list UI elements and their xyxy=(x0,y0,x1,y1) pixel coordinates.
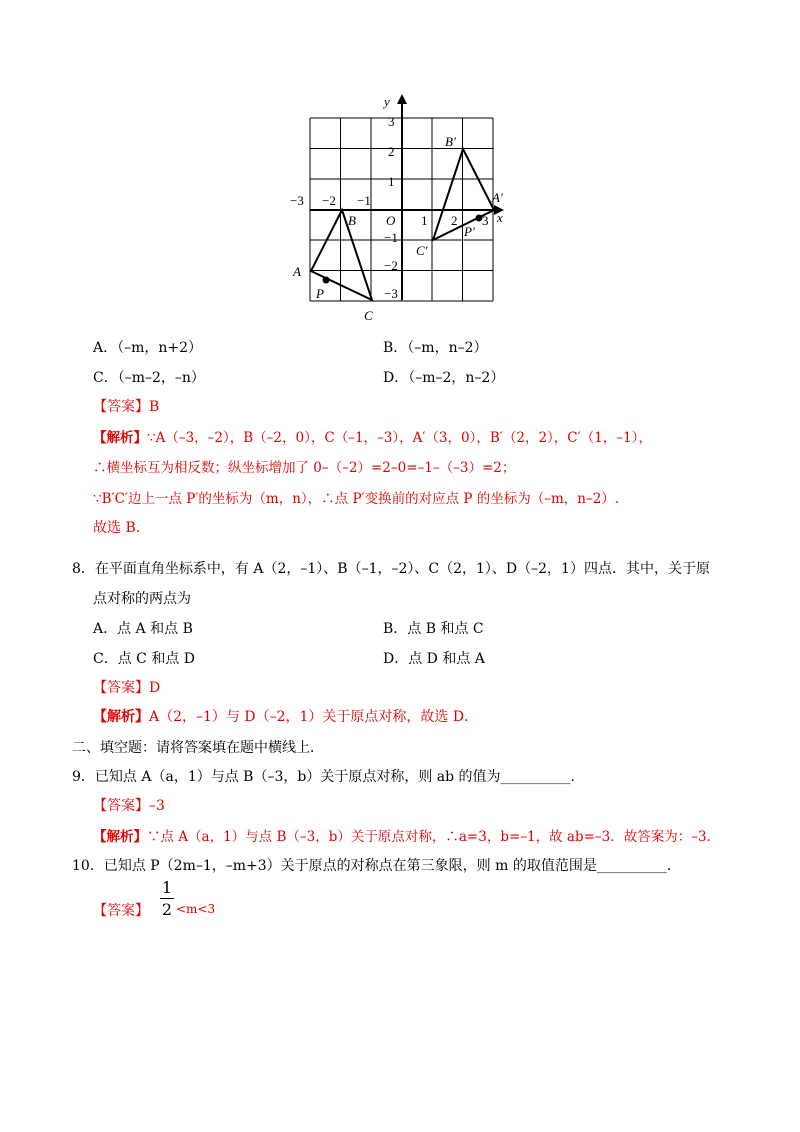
q7-analysis-text1: ∵A（–3，–2），B（–2，0），C（–1，–3），A′（3，0），B′（2，2），C′（1，–1）， xyxy=(147,430,652,446)
tick-x-neg3: −3 xyxy=(290,193,304,208)
tick-x-1: 1 xyxy=(421,213,428,228)
q10-fraction-numerator: 1 xyxy=(161,878,173,897)
q9-answer-label: 【答案】 xyxy=(93,798,149,814)
tick-y-neg1: −1 xyxy=(384,230,398,245)
q7-option-c: C．（–m–2，–n） xyxy=(93,370,205,386)
tick-y-neg3: −3 xyxy=(384,286,398,301)
y-axis-arrow xyxy=(397,94,407,104)
axis-x-label: x xyxy=(497,210,503,225)
q8-option-b: B．点 B 和点 C xyxy=(383,621,484,637)
q8-stem-line1: 8．在平面直角坐标系中，有 A（2，–1）、B（–1，–2）、C（2，1）、D（–2，1）四点．其中，关于原 xyxy=(72,561,710,577)
point-b-prime-label: B′ xyxy=(445,134,456,149)
q8-answer-value: D xyxy=(149,680,161,696)
point-p-label: P xyxy=(316,286,324,301)
tick-x-neg2: −2 xyxy=(322,193,336,208)
tick-y-neg2: −2 xyxy=(384,258,398,273)
coordinate-figure xyxy=(280,92,520,327)
q7-option-a: A．（–m，n+2） xyxy=(93,340,203,356)
q7-answer xyxy=(93,396,159,416)
q9-answer-value: –3 xyxy=(149,798,165,814)
point-p-prime-label: P′ xyxy=(464,224,475,239)
q9-stem: 9．已知点 A（a，1）与点 B（–3，b）关于原点对称，则 ab 的值为__________． xyxy=(72,769,585,785)
tick-x-neg1: −1 xyxy=(357,193,371,208)
q8-answer xyxy=(93,677,160,697)
q7-analysis-line4: 故选 B． xyxy=(93,520,150,536)
point-a-label: A xyxy=(293,264,301,279)
tick-y-3: 3 xyxy=(388,114,395,129)
q8-option-a: A．点 A 和点 B xyxy=(93,621,193,637)
q7-answer-label: 【答案】 xyxy=(93,399,149,415)
q8-option-d: D．点 D 和点 A xyxy=(383,651,485,667)
q7-analysis-line1 xyxy=(93,426,652,446)
tick-y-1: 1 xyxy=(388,174,395,189)
q7-option-d: D．（–m–2，n–2） xyxy=(383,370,505,386)
q10-answer-label: 【答案】 xyxy=(93,903,149,919)
tick-x-2: 2 xyxy=(451,213,458,228)
q8-answer-label: 【答案】 xyxy=(93,680,149,696)
q9-analysis-label: 【解析】 xyxy=(93,829,147,845)
q8-analysis-text: A（2，–1）与 D（–2，1）关于原点对称，故选 D． xyxy=(149,709,479,725)
q9-answer xyxy=(93,795,165,815)
q9-analysis-text: ∵点 A（a，1）与点 B（–3，b）关于原点对称，∴a=3，b=–1，故 ab=–3．故答案为：–3． xyxy=(147,829,721,845)
q10-fraction xyxy=(160,878,174,919)
point-b-label: B xyxy=(348,213,356,228)
q7-answer-value: B xyxy=(149,399,160,415)
q7-analysis-label: 【解析】 xyxy=(93,430,147,446)
origin-label: O xyxy=(386,213,396,228)
q8-stem-line2: 点对称的两点为 xyxy=(93,591,191,607)
section2-heading: 二、填空题：请将答案填在题中横线上． xyxy=(72,740,324,756)
q8-option-c: C．点 C 和点 D xyxy=(93,651,195,667)
q10-fraction-bar xyxy=(160,898,174,899)
point-p-dot xyxy=(323,277,330,284)
q10-fraction-denominator: 2 xyxy=(161,900,173,919)
axis-y-label: y xyxy=(384,94,390,109)
q10-stem: 10．已知点 P（2m–1，–m+3）关于原点的对称点在第三象限，则 m 的取值范围是__________． xyxy=(72,858,681,874)
q8-analysis-label: 【解析】 xyxy=(93,709,149,725)
q9-analysis xyxy=(93,825,720,845)
tick-x-3: 3 xyxy=(482,213,489,228)
q7-option-b: B．（–m，n–2） xyxy=(383,340,488,356)
point-c-label: C xyxy=(364,308,373,323)
q10-answer-rest: <m<3 xyxy=(176,902,216,916)
point-c-prime-label: C′ xyxy=(416,243,428,258)
q7-analysis-line3: ∵B′C′边上一点 P′的坐标为（m，n），∴点 P′变换前的对应点 P 的坐标为（–m，n–2）. xyxy=(93,491,620,507)
q8-analysis xyxy=(93,706,478,726)
tick-y-2: 2 xyxy=(388,144,395,159)
point-a-prime-label: A′ xyxy=(492,190,503,205)
q7-analysis-line2: ∴横坐标互为相反数；纵坐标增加了 0–（–2）=2–0=–1–（–3）=2； xyxy=(93,460,516,476)
axes xyxy=(310,94,504,300)
